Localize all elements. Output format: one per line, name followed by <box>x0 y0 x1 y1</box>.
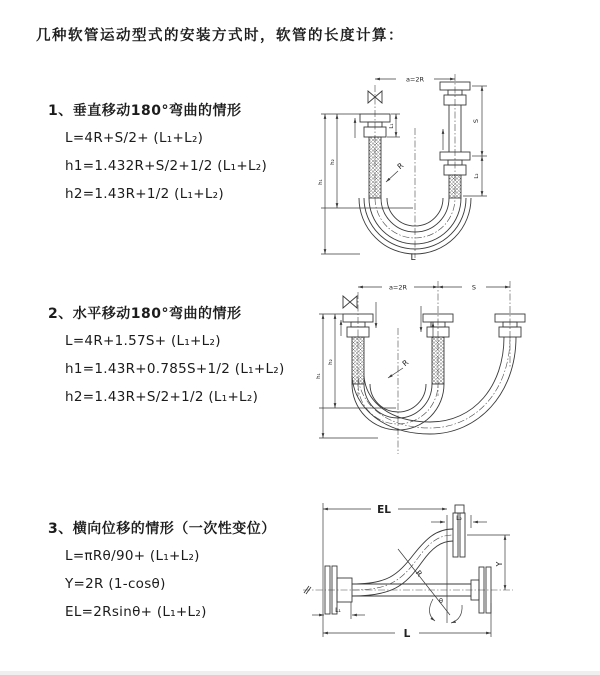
dim-label-h2: h₂ <box>330 159 336 165</box>
dimension-y <box>467 535 510 590</box>
dimension-l1 <box>387 114 400 137</box>
dim-label-l2: L₂ <box>474 173 480 179</box>
dim-label-l2: L₂ <box>456 515 462 522</box>
dimension-s <box>472 86 487 156</box>
dimension-s <box>438 284 510 292</box>
dim-label-theta: θ <box>439 597 443 605</box>
movement-arrows <box>341 302 433 338</box>
right-hose-braid <box>449 175 461 198</box>
formula-el: EL=2Rsinθ+ (L₁+L₂) <box>65 604 207 620</box>
dimension-l2 <box>463 156 487 196</box>
dim-label-el: EL <box>377 504 391 516</box>
dim-label-l: L <box>403 628 411 640</box>
diagram-horizontal-180-bend <box>308 276 548 456</box>
formula-l: L=4R+S/2+ (L₁+L₂) <box>65 130 204 146</box>
dim-label-y: Y <box>495 561 504 567</box>
radius-callout <box>388 358 410 378</box>
formula-l: L=πRθ/90+ (L₁+L₂) <box>65 548 200 564</box>
dim-label-a2r: a=2R <box>405 75 425 84</box>
section-3-heading: 3、横向位移的情形（一次性变位） <box>48 521 276 537</box>
centerlines <box>375 74 455 258</box>
dim-label-s: S <box>472 118 480 124</box>
dim-label-l1: L₁ <box>389 123 395 129</box>
dimension-l2 <box>431 515 487 528</box>
diagram-lateral-displacement <box>295 495 585 657</box>
formula-h1: h1=1.432R+S/2+1/2 (L₁+L₂) <box>65 158 268 174</box>
dim-label-h1: h₁ <box>318 179 324 185</box>
angle-construction <box>398 515 462 623</box>
top-flange <box>453 505 465 557</box>
middle-hose-braid <box>432 337 444 384</box>
dim-label-a2r: a=2R <box>388 283 408 292</box>
section-lateral-displacement <box>48 518 276 622</box>
section-vertical-180 <box>48 100 267 204</box>
section-1-heading: 1、垂直移动180°弯曲的情形 <box>48 103 242 119</box>
section-2-heading: 2、水平移动180°弯曲的情形 <box>48 306 242 322</box>
dim-label-h1: h₁ <box>316 373 322 379</box>
dimension-l <box>323 603 491 640</box>
dimension-h1 <box>318 114 360 254</box>
scan-edge <box>0 671 600 675</box>
hose-s-curve <box>352 529 453 596</box>
dim-label-r: R <box>400 357 411 369</box>
formula-h2: h2=1.43R+1/2 (L₁+L₂) <box>65 186 224 202</box>
dimension-el <box>323 503 447 637</box>
left-hose-braid <box>352 337 364 384</box>
section-horizontal-180 <box>48 303 285 407</box>
dim-label-l: L <box>410 253 416 262</box>
dim-label-s: S <box>471 283 477 292</box>
formula-l: L=4R+1.57S+ (L₁+L₂) <box>65 333 221 349</box>
radius-callout <box>386 161 405 182</box>
page-title: 几种软管运动型式的安装方式时，软管的长度计算： <box>36 28 404 44</box>
dimension-l1 <box>312 602 365 619</box>
dimension-a2r <box>358 284 438 292</box>
formula-y: Y=2R (1-cosθ) <box>65 576 166 592</box>
dim-label-r: R <box>413 568 425 579</box>
diagram-vertical-180-bend <box>310 70 540 262</box>
left-hose-braid <box>369 137 381 198</box>
dim-label-h2: h₂ <box>328 359 334 365</box>
dim-label-l1: L₁ <box>335 607 341 614</box>
formula-h1: h1=1.43R+0.785S+1/2 (L₁+L₂) <box>65 361 285 377</box>
formula-h2: h2=1.43R+S/2+1/2 (L₁+L₂) <box>65 389 259 405</box>
valve-icon <box>343 296 357 308</box>
dim-label-r: R <box>395 160 406 172</box>
